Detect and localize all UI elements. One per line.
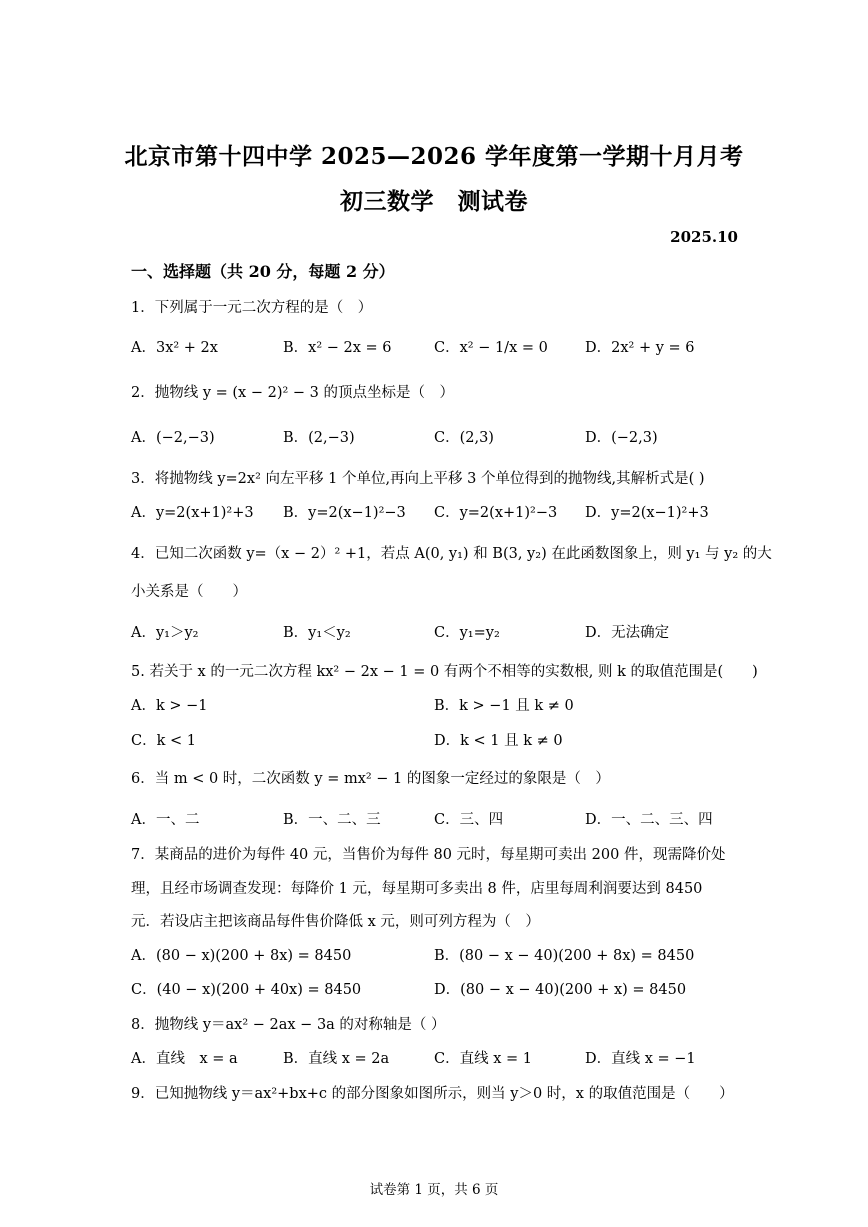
page-footer: 试卷第 1 页，共 6 页 — [369, 1182, 499, 1198]
question-5-option-a: A．k > −1 — [131, 698, 208, 714]
question-7-option-a: A．(80 − x)(200 + 8x) = 8450 — [131, 948, 352, 964]
question-6-option-d: D．一、二、三、四 — [585, 812, 713, 828]
question-7-stem-line-1: 7．某商品的进价为每件 40 元，当售价为每件 80 元时，每星期可卖出 200 件，现需降价处 — [131, 847, 726, 863]
question-3-option-b: B．y=2(x−1)²−3 — [283, 505, 406, 521]
question-3-option-a: A．y=2(x+1)²+3 — [131, 505, 254, 521]
question-3-stem: 3．将抛物线 y=2x² 向左平移 1 个单位,再向上平移 3 个单位得到的抛物线,其解析式是( ) — [131, 471, 705, 487]
question-4-option-a: A．y₁＞y₂ — [131, 625, 199, 641]
question-1-stem: 1．下列属于一元二次方程的是（ ） — [131, 300, 373, 316]
question-8-stem: 8．抛物线 y＝ax² − 2ax − 3a 的对称轴是（ ） — [131, 1017, 446, 1033]
question-3-option-c: C．y=2(x+1)²−3 — [434, 505, 558, 521]
question-5-option-b: B．k > −1 且 k ≠ 0 — [434, 698, 574, 714]
question-4-option-d: D．无法确定 — [585, 625, 670, 641]
question-8-option-c: C．直线 x = 1 — [434, 1051, 532, 1067]
question-6-option-a: A．一、二 — [131, 812, 200, 828]
exam-subtitle: 初三数学 测试卷 — [340, 188, 528, 215]
question-4-option-b: B．y₁＜y₂ — [283, 625, 351, 641]
question-6-stem: 6．当 m < 0 时，二次函数 y = mx² − 1 的图象一定经过的象限是（ ） — [131, 771, 610, 787]
question-2-option-b: B．(2,−3) — [283, 430, 355, 446]
question-8-option-b: B．直线 x = 2a — [283, 1051, 390, 1067]
question-7-stem-line-2: 理，且经市场调查发现：每降价 1 元，每星期可多卖出 8 件，店里每周利润要达到 8450 — [131, 881, 703, 897]
question-6-option-b: B．一、二、三 — [283, 812, 381, 828]
question-1-option-a: A．3x² + 2x — [131, 340, 218, 356]
question-2-option-d: D．(−2,3) — [585, 430, 658, 446]
question-2-stem: 2．抛物线 y = (x − 2)² − 3 的顶点坐标是（ ） — [131, 385, 454, 401]
question-2-option-c: C．(2,3) — [434, 430, 494, 446]
question-5-option-c: C．k < 1 — [131, 733, 196, 749]
question-4-stem-line-1: 4．已知二次函数 y=（x − 2）² +1，若点 A(0, y₁) 和 B(3, y₂) 在此函数图象上，则 y₁ 与 y₂ 的大 — [131, 546, 772, 562]
question-9-stem: 9．已知抛物线 y＝ax²+bx+c 的部分图象如图所示，则当 y＞0 时，x 的取值范围是（ ） — [131, 1086, 734, 1102]
question-5-stem: 5. 若关于 x 的一元二次方程 kx² − 2x − 1 = 0 有两个不相等的实数根, 则 k 的取值范围是( ) — [131, 664, 758, 680]
question-8-option-a: A．直线 x = a — [131, 1051, 238, 1067]
question-7-option-d: D．(80 − x − 40)(200 + x) = 8450 — [434, 982, 687, 998]
question-4-stem-line-2: 小关系是（ ） — [131, 584, 247, 600]
question-7-option-c: C．(40 − x)(200 + 40x) = 8450 — [131, 982, 362, 998]
question-5-option-d: D．k < 1 且 k ≠ 0 — [434, 733, 563, 749]
question-2-option-a: A．(−2,−3) — [131, 430, 215, 446]
section-heading: 一、选择题（共 20 分，每题 2 分） — [131, 262, 395, 281]
question-1-option-d: D．2x² + y = 6 — [585, 340, 695, 356]
question-7-stem-line-3: 元．若设店主把该商品每件售价降低 x 元，则可列方程为（ ） — [131, 914, 540, 930]
question-3-option-d: D．y=2(x−1)²+3 — [585, 505, 709, 521]
question-1-option-b: B．x² − 2x = 6 — [283, 340, 392, 356]
exam-date: 2025.10 — [670, 228, 738, 246]
question-6-option-c: C．三、四 — [434, 812, 504, 828]
question-7-option-b: B．(80 − x − 40)(200 + 8x) = 8450 — [434, 948, 695, 964]
question-8-option-d: D．直线 x = −1 — [585, 1051, 696, 1067]
question-1-option-c: C．x² − 1/x = 0 — [434, 340, 548, 356]
exam-title: 北京市第十四中学 2025—2026 学年度第一学期十月月考 — [124, 143, 744, 170]
question-4-option-c: C．y₁=y₂ — [434, 625, 500, 641]
